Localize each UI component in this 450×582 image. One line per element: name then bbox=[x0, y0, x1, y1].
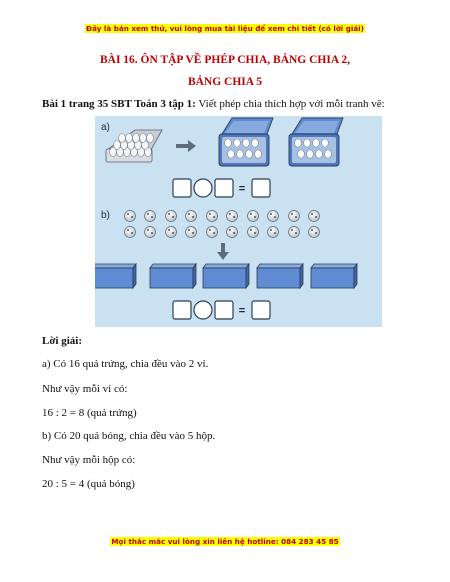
exercise-heading bbox=[42, 98, 385, 110]
hotline-banner bbox=[0, 537, 450, 546]
preview-notice-banner bbox=[0, 24, 450, 33]
arrow-down-icon bbox=[217, 243, 229, 260]
solution-heading: Lời giải: bbox=[42, 335, 83, 347]
boxes-group bbox=[95, 264, 357, 288]
exercise-label: Bài 1 trang 35 SBT Toán 3 tập 1: bbox=[42, 98, 196, 110]
part-b-label: b) bbox=[101, 210, 110, 221]
balls-group bbox=[125, 211, 320, 238]
answer-boxes-part-b bbox=[173, 301, 270, 319]
exercise-illustration bbox=[95, 116, 382, 327]
arrow-right-icon bbox=[176, 140, 196, 152]
lesson-title-line-1: BÀI 16. ÔN TẬP VỀ PHÉP CHIA, BẢNG CHIA 2, bbox=[99, 54, 351, 66]
solution-line-a-explain: Như vậy mỗi vỉ có: bbox=[42, 383, 128, 395]
preview-notice-text: Đây là bản xem thử, vui lòng mua tài liệu để xem chi tiết (có lời giải) bbox=[86, 24, 364, 33]
solution-line-a-result: 16 : 2 = 8 (quả trứng) bbox=[42, 407, 137, 419]
solution-line-a: a) Có 16 quả trứng, chia đều vào 2 vỉ. bbox=[42, 358, 209, 370]
solution-line-b: b) Có 20 quả bóng, chia đều vào 5 hộp. bbox=[42, 430, 216, 442]
answer-boxes-part-a bbox=[173, 179, 270, 197]
full-egg-tray bbox=[106, 130, 162, 162]
solution-line-b-result: 20 : 5 = 4 (quả bóng) bbox=[42, 478, 135, 490]
solution-line-b-explain: Như vậy mỗi hộp có: bbox=[42, 454, 136, 466]
exercise-instruction: Viết phép chia thích hợp với mỗi tranh vẽ: bbox=[195, 98, 385, 110]
equals-sign-b: = bbox=[238, 305, 246, 317]
egg-carton-1 bbox=[219, 118, 273, 166]
egg-carton-2 bbox=[289, 118, 343, 166]
hotline-text: Mọi thắc mắc vui lòng xin liên hệ hotline: 084 283 45 85 bbox=[111, 537, 339, 546]
part-a-label: a) bbox=[101, 122, 110, 133]
equals-sign-a: = bbox=[238, 183, 246, 195]
lesson-title-line-2: BẢNG CHIA 5 bbox=[187, 76, 263, 88]
